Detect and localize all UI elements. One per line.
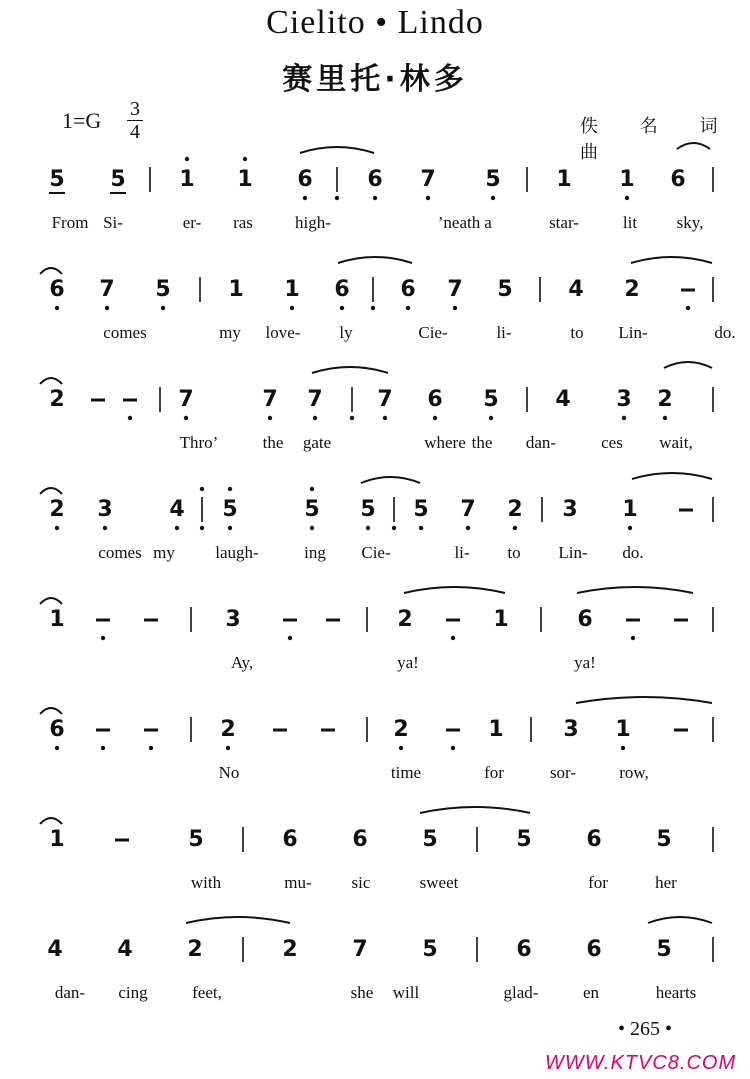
note-number: 7 xyxy=(460,497,476,522)
slur-arc xyxy=(404,587,505,593)
octave-dot-down xyxy=(383,416,387,420)
octave-dot-up xyxy=(200,487,204,491)
lyric-word: dan- xyxy=(525,433,557,452)
watermark: WWW.KTVC8.COM xyxy=(545,1052,737,1074)
note-number: 7 xyxy=(262,387,278,412)
octave-dot-down xyxy=(313,416,317,420)
slur-arc xyxy=(631,257,712,263)
lyric-word: she xyxy=(350,983,374,1002)
note-number: 2 xyxy=(49,387,65,412)
lyric-word: hearts xyxy=(655,983,697,1002)
lyric-word: do. xyxy=(714,323,736,342)
note-number: 1 xyxy=(556,167,572,192)
note-number: 2 xyxy=(187,937,203,962)
lyric-word: From xyxy=(51,213,89,232)
note-number: 5 xyxy=(304,497,320,522)
lyric-word: Lin- xyxy=(558,543,588,562)
note-number: 7 xyxy=(420,167,436,192)
note-number: 5 xyxy=(516,827,532,852)
lyric-word: wait, xyxy=(659,433,693,452)
slur-arc xyxy=(312,367,388,373)
note-number: 4 xyxy=(555,387,571,412)
lyric-word: ’neath xyxy=(437,213,481,232)
octave-dot-down xyxy=(453,306,457,310)
octave-dot-down xyxy=(366,526,370,530)
note-number: 5 xyxy=(656,937,672,962)
note-number: 2 xyxy=(657,387,673,412)
note-number: 2 xyxy=(624,277,640,302)
slur-arc xyxy=(576,697,712,703)
octave-dot-down xyxy=(491,196,495,200)
note-number: 5 xyxy=(656,827,672,852)
lyric-word: sweet xyxy=(419,873,459,892)
lyric-word: ing xyxy=(304,543,326,562)
time-signature-top: 3 xyxy=(130,98,140,120)
octave-dot-down xyxy=(466,526,470,530)
octave-dot-down xyxy=(350,416,354,420)
lyric-word: the xyxy=(262,433,284,452)
note-number: 6 xyxy=(586,827,602,852)
octave-dot-down xyxy=(128,416,132,420)
note-number: 5 xyxy=(222,497,238,522)
lyric-word: for xyxy=(588,873,608,892)
lyric-word: comes xyxy=(98,543,142,562)
note-number: 7 xyxy=(307,387,323,412)
note-number: 6 xyxy=(334,277,350,302)
octave-dot-down xyxy=(175,526,179,530)
lyric-word: feet, xyxy=(192,983,222,1002)
lyric-word: will xyxy=(392,983,420,1002)
note-number: 6 xyxy=(577,607,593,632)
octave-dot-down xyxy=(105,306,109,310)
lyric-word: comes xyxy=(103,323,147,342)
lyric-word: Thro’ xyxy=(179,433,219,452)
octave-dot-down xyxy=(451,746,455,750)
octave-dot-down xyxy=(433,416,437,420)
octave-dot-down xyxy=(340,306,344,310)
octave-dot-down xyxy=(200,526,204,530)
note-number: 2 xyxy=(220,717,236,742)
lyric-word: glad- xyxy=(503,983,539,1002)
octave-dot-down xyxy=(228,526,232,530)
lyric-word: ces xyxy=(601,433,623,452)
note-number: 1 xyxy=(284,277,300,302)
note-number: 2 xyxy=(282,937,298,962)
lyric-word: my xyxy=(219,323,241,342)
lyric-word: ya! xyxy=(397,653,419,672)
note-number: 2 xyxy=(49,497,65,522)
octave-dot-up xyxy=(228,487,232,491)
lyric-word: high- xyxy=(295,213,331,232)
slur-arc xyxy=(338,257,412,263)
octave-dot-down xyxy=(371,306,375,310)
octave-dot-down xyxy=(513,526,517,530)
lyric-word: my xyxy=(153,543,175,562)
lyric-word: er- xyxy=(182,213,202,232)
slur-arc xyxy=(40,488,62,494)
slur-arc xyxy=(40,598,62,604)
note-number: 1 xyxy=(49,827,65,852)
slur-arc xyxy=(186,917,290,923)
note-number: 1 xyxy=(615,717,631,742)
octave-dot-down xyxy=(392,526,396,530)
note-number: 6 xyxy=(400,277,416,302)
lyric-word: star- xyxy=(549,213,579,232)
note-number: 1 xyxy=(228,277,244,302)
lyric-word: li- xyxy=(454,543,470,562)
page-number: • 265 • xyxy=(618,1018,673,1040)
note-number: 6 xyxy=(282,827,298,852)
octave-dot-down xyxy=(161,306,165,310)
note-number: 5 xyxy=(485,167,501,192)
lyric-word: Cie- xyxy=(418,323,448,342)
lyric-word: Ay, xyxy=(230,653,254,672)
octave-dot-up xyxy=(310,487,314,491)
note-number: 4 xyxy=(169,497,185,522)
lyric-word: sor- xyxy=(549,763,577,782)
octave-dot-down xyxy=(419,526,423,530)
note-number: 7 xyxy=(352,937,368,962)
slur-arc xyxy=(648,917,712,923)
song-title-english: Cielito • Lindo xyxy=(266,4,484,41)
slur-arc xyxy=(664,362,712,368)
octave-dot-down xyxy=(184,416,188,420)
lyric-word: ly xyxy=(339,323,353,342)
note-number: 1 xyxy=(237,167,253,192)
note-number: 3 xyxy=(562,497,578,522)
lyric-word: her xyxy=(655,873,677,892)
note-number: 5 xyxy=(360,497,376,522)
lyric-word: to xyxy=(570,323,584,342)
octave-dot-down xyxy=(226,746,230,750)
lyric-word: sic xyxy=(351,873,371,892)
octave-dot-down xyxy=(628,526,632,530)
note-number: 6 xyxy=(427,387,443,412)
octave-dot-down xyxy=(288,636,292,640)
lyric-word: love- xyxy=(265,323,301,342)
slur-arc xyxy=(632,473,712,479)
lyric-word: dan- xyxy=(54,983,86,1002)
note-number: 1 xyxy=(49,607,65,632)
slur-arc xyxy=(40,378,62,384)
note-number: 5 xyxy=(422,937,438,962)
note-number: 7 xyxy=(178,387,194,412)
octave-dot-down xyxy=(103,526,107,530)
note-number: 4 xyxy=(568,277,584,302)
octave-dot-down xyxy=(101,746,105,750)
note-number: 4 xyxy=(47,937,63,962)
slur-arc xyxy=(420,807,530,813)
octave-dot-down xyxy=(268,416,272,420)
note-number: 6 xyxy=(49,717,65,742)
note-number: 7 xyxy=(99,277,115,302)
note-number: 6 xyxy=(352,827,368,852)
octave-dot-up xyxy=(243,157,247,161)
note-number: 6 xyxy=(49,277,65,302)
note-number: 6 xyxy=(367,167,383,192)
octave-dot-down xyxy=(149,746,153,750)
lyric-word: a xyxy=(484,213,492,232)
note-number: 3 xyxy=(225,607,241,632)
note-number: 4 xyxy=(117,937,133,962)
octave-dot-down xyxy=(55,526,59,530)
lyric-word: Lin- xyxy=(618,323,648,342)
note-number: 5 xyxy=(49,167,65,192)
lyric-word: sky, xyxy=(676,213,704,232)
octave-dot-down xyxy=(631,636,635,640)
slur-arc xyxy=(361,477,420,483)
note-number: 5 xyxy=(497,277,513,302)
octave-dot-down xyxy=(489,416,493,420)
note-number: 1 xyxy=(488,717,504,742)
note-number: 5 xyxy=(413,497,429,522)
lyric-word: do. xyxy=(622,543,644,562)
lyric-word: gate xyxy=(302,433,332,452)
octave-dot-down xyxy=(406,306,410,310)
lyric-word: ras xyxy=(233,213,253,232)
lyric-word: to xyxy=(507,543,521,562)
lyric-word: en xyxy=(582,983,600,1002)
slur-arc xyxy=(577,587,693,593)
note-number: 2 xyxy=(393,717,409,742)
octave-dot-down xyxy=(686,306,690,310)
note-number: 1 xyxy=(493,607,509,632)
slur-arc xyxy=(40,708,62,714)
lyric-word: cing xyxy=(118,983,148,1002)
lyric-word: Cie- xyxy=(361,543,391,562)
note-number: 3 xyxy=(97,497,113,522)
note-number: 5 xyxy=(422,827,438,852)
octave-dot-down xyxy=(335,196,339,200)
note-number: 7 xyxy=(447,277,463,302)
slur-arc xyxy=(300,147,374,153)
note-number: 3 xyxy=(616,387,632,412)
note-number: 7 xyxy=(377,387,393,412)
lyric-word: time xyxy=(390,763,422,782)
note-number: 5 xyxy=(483,387,499,412)
octave-dot-down xyxy=(290,306,294,310)
song-title-chinese: 赛里托·林多 xyxy=(282,62,468,97)
slur-arc xyxy=(677,143,710,149)
note-number: 6 xyxy=(297,167,313,192)
key-signature: 1=G xyxy=(62,108,102,133)
note-number: 2 xyxy=(507,497,523,522)
lyric-word: Si- xyxy=(103,213,123,232)
lyric-word: No xyxy=(218,763,240,782)
lyric-word: row, xyxy=(619,763,649,782)
octave-dot-down xyxy=(373,196,377,200)
slur-arc xyxy=(40,268,62,274)
octave-dot-down xyxy=(101,636,105,640)
lyric-word: laugh- xyxy=(215,543,259,562)
note-number: 6 xyxy=(670,167,686,192)
lyric-word: mu- xyxy=(284,873,312,892)
lyric-word: lit xyxy=(622,213,638,232)
note-number: 1 xyxy=(179,167,195,192)
lyric-word: with xyxy=(190,873,222,892)
octave-dot-down xyxy=(451,636,455,640)
lyric-word: the xyxy=(471,433,493,452)
lyric-word: where xyxy=(424,433,466,452)
note-number: 5 xyxy=(188,827,204,852)
octave-dot-up xyxy=(185,157,189,161)
note-number: 3 xyxy=(563,717,579,742)
octave-dot-down xyxy=(663,416,667,420)
slur-arc xyxy=(40,818,62,824)
octave-dot-down xyxy=(399,746,403,750)
octave-dot-down xyxy=(622,416,626,420)
note-number: 1 xyxy=(619,167,635,192)
octave-dot-down xyxy=(55,746,59,750)
octave-dot-down xyxy=(426,196,430,200)
octave-dot-down xyxy=(303,196,307,200)
lyric-word: ya! xyxy=(574,653,596,672)
octave-dot-down xyxy=(310,526,314,530)
author-credit: 佚 名 词曲 xyxy=(580,116,736,163)
note-number: 2 xyxy=(397,607,413,632)
octave-dot-down xyxy=(55,306,59,310)
note-number: 6 xyxy=(586,937,602,962)
note-number: 5 xyxy=(110,167,126,192)
lyric-word: li- xyxy=(496,323,512,342)
octave-dot-down xyxy=(621,746,625,750)
note-number: 1 xyxy=(622,497,638,522)
lyric-word: for xyxy=(484,763,504,782)
note-number: 5 xyxy=(155,277,171,302)
time-signature-bottom: 4 xyxy=(130,121,140,143)
note-number: 6 xyxy=(516,937,532,962)
octave-dot-down xyxy=(625,196,629,200)
